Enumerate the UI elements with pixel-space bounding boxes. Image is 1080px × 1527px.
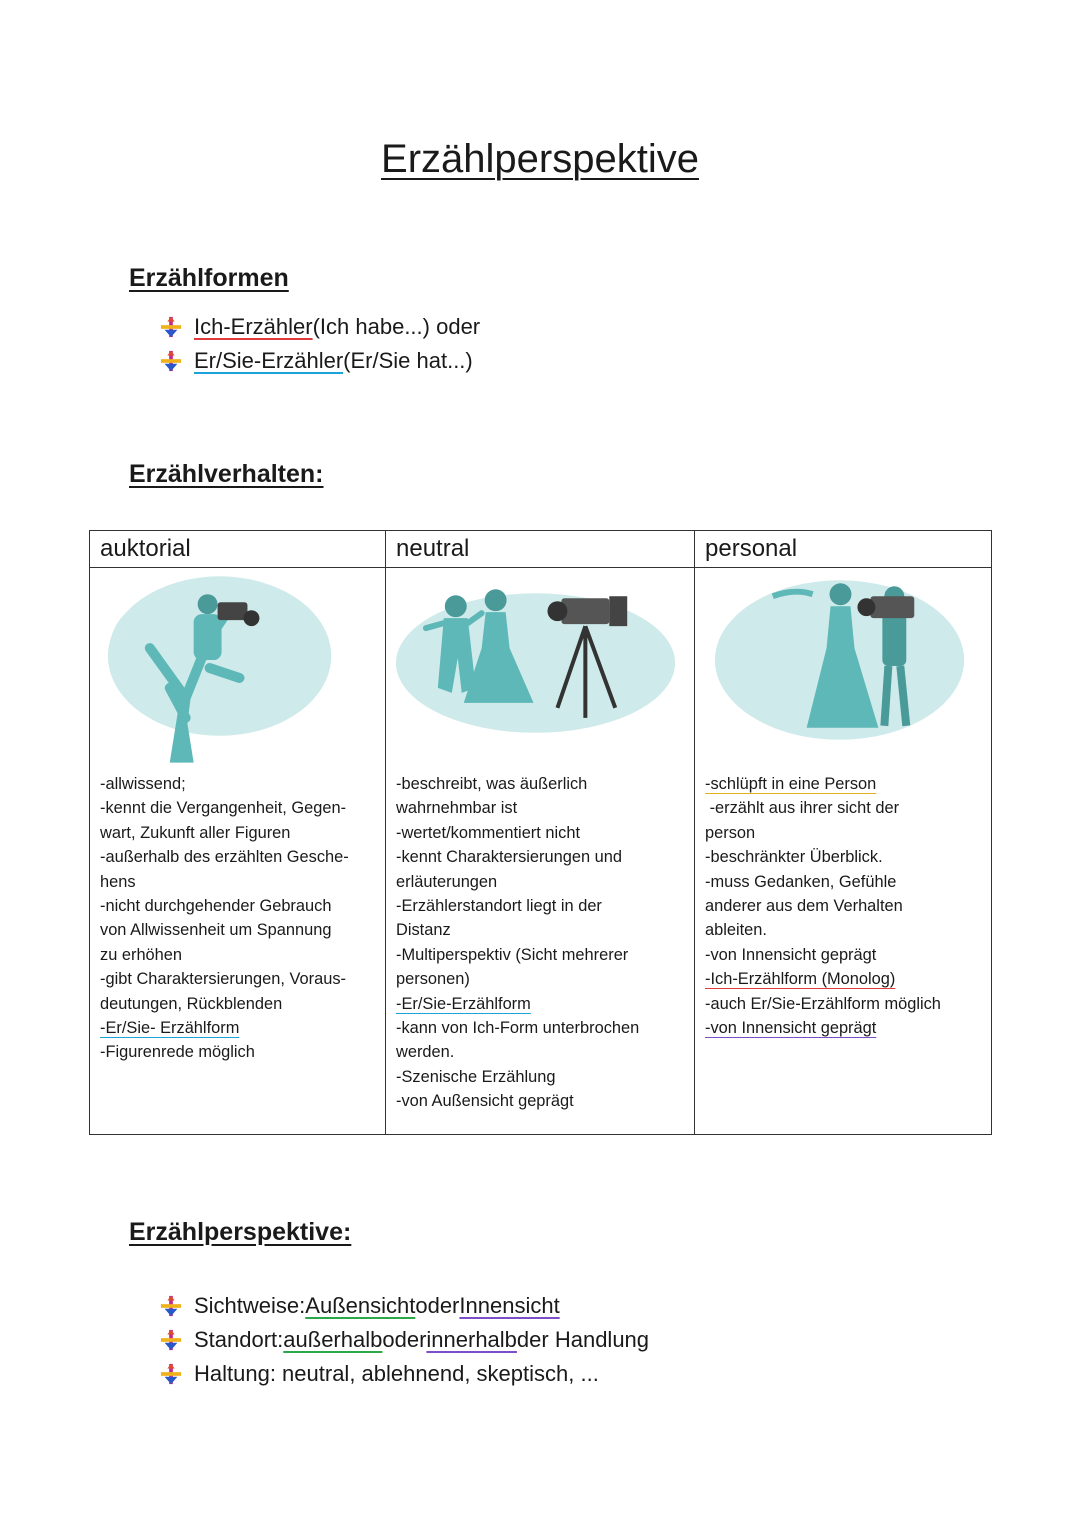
list-item: hens bbox=[100, 872, 136, 891]
item-label: Standort: bbox=[194, 1327, 284, 1352]
list-item: -kann von Ich-Form unterbrochen bbox=[396, 1019, 640, 1038]
list-item: -wertet/kommentiert nicht bbox=[396, 823, 580, 842]
list-item: -Szenische Erzählung bbox=[396, 1067, 556, 1086]
list-item: Distanz bbox=[396, 921, 451, 940]
term-rest: (Er/Sie hat...) bbox=[343, 348, 473, 373]
list-item: -kennt Charaktersierungen und bbox=[396, 848, 622, 867]
list-item: werden. bbox=[396, 1043, 455, 1062]
column-header-personal: personal bbox=[695, 531, 992, 568]
cameraman-close-illustration bbox=[695, 568, 991, 768]
list-item: -von Innensicht geprägt bbox=[705, 945, 877, 964]
list-item: -von Außensicht geprägt bbox=[396, 1092, 574, 1111]
list-item bbox=[160, 1323, 649, 1357]
description-list-neutral bbox=[386, 772, 694, 1114]
term-ich-erzaehler: Ich-Erzähler bbox=[194, 314, 313, 339]
list-item: -kennt die Vergangenheit, Gegen- bbox=[100, 799, 347, 818]
list-item: -beschränkter Überblick. bbox=[705, 848, 883, 867]
list-item: -Multiperspektiv (Sicht mehrerer bbox=[396, 945, 629, 964]
list-item: erläuterungen bbox=[396, 872, 498, 891]
list-item: wart, Zukunft aller Figuren bbox=[100, 823, 291, 842]
list-item: -auch Er/Sie-Erzählform möglich bbox=[705, 994, 941, 1013]
list-item: -nicht durchgehender Gebrauch bbox=[100, 897, 332, 916]
list-item bbox=[160, 344, 480, 378]
four-color-arrow-icon bbox=[160, 350, 182, 372]
cell-personal bbox=[695, 568, 992, 1135]
section-heading-perspektive: Erzählperspektive: bbox=[129, 1218, 352, 1246]
four-color-arrow-icon bbox=[160, 1363, 182, 1385]
list-item: -von Innensicht geprägt bbox=[705, 1019, 877, 1038]
four-color-arrow-icon bbox=[160, 316, 182, 338]
narrator-in-tree-illustration bbox=[90, 568, 385, 768]
list-item: -Ich-Erzählform (Monolog) bbox=[705, 970, 896, 989]
description-list-auktorial bbox=[90, 772, 385, 1065]
list-item: -beschreibt, was äußerlich bbox=[396, 775, 588, 793]
list-item: personen) bbox=[396, 970, 470, 989]
narrative-behaviour-table bbox=[89, 530, 992, 1135]
list-item: -schlüpft in eine Person bbox=[705, 775, 877, 793]
list-item: -Er/Sie-Erzählform bbox=[396, 994, 531, 1013]
item-label: Haltung: neutral, ablehnend, skeptisch, ... bbox=[194, 1361, 599, 1386]
term-aussensicht: Außensicht bbox=[305, 1293, 416, 1318]
list-item: person bbox=[705, 823, 756, 842]
list-item: -außerhalb des erzählten Gesche- bbox=[100, 848, 349, 867]
term-ausserhalb: außerhalb bbox=[283, 1327, 383, 1352]
list-item: -Er/Sie- Erzählform bbox=[100, 1019, 240, 1038]
list-item: anderer aus dem Verhalten bbox=[705, 897, 903, 916]
list-item: ableiten. bbox=[705, 921, 767, 940]
list-item bbox=[160, 310, 480, 344]
perspektive-list bbox=[160, 1289, 649, 1391]
list-item bbox=[160, 1357, 649, 1391]
term-innensicht: Innensicht bbox=[459, 1293, 560, 1318]
term-er-sie-erzaehler: Er/Sie-Erzähler bbox=[194, 348, 344, 373]
section-heading-verhalten: Erzählverhalten: bbox=[129, 460, 324, 488]
list-item: -gibt Charaktersierungen, Voraus- bbox=[100, 970, 346, 989]
cell-auktorial bbox=[90, 568, 386, 1135]
list-item: zu erhöhen bbox=[100, 945, 183, 964]
list-item bbox=[160, 1289, 649, 1323]
description-list-personal bbox=[695, 772, 991, 1040]
formen-list bbox=[160, 310, 480, 378]
list-item: -allwissend; bbox=[100, 775, 186, 793]
list-item: von Allwissenheit um Spannung bbox=[100, 921, 332, 940]
four-color-arrow-icon bbox=[160, 1295, 182, 1317]
column-header-auktorial: auktorial bbox=[90, 531, 386, 568]
column-header-neutral: neutral bbox=[386, 531, 695, 568]
four-color-arrow-icon bbox=[160, 1329, 182, 1351]
section-heading-formen: Erzählformen bbox=[129, 264, 289, 292]
list-item: -erzählt aus ihrer sicht der bbox=[705, 799, 900, 818]
list-item: -Erzählerstandort liegt in der bbox=[396, 897, 602, 916]
cell-neutral bbox=[386, 568, 695, 1135]
term-rest: (Ich habe...) oder bbox=[312, 314, 481, 339]
list-item: wahrnehmbar ist bbox=[396, 799, 518, 818]
list-item: -muss Gedanken, Gefühle bbox=[705, 872, 897, 891]
camera-on-tripod-illustration bbox=[386, 568, 694, 768]
list-item: -Figurenrede möglich bbox=[100, 1043, 255, 1062]
list-item: deutungen, Rückblenden bbox=[100, 994, 283, 1013]
item-end: der Handlung bbox=[516, 1327, 650, 1352]
item-label: Sichtweise: bbox=[194, 1293, 306, 1318]
term-innerhalb: innerhalb bbox=[426, 1327, 517, 1352]
page-title: Erzählperspektive bbox=[381, 137, 699, 181]
item-connector: oder bbox=[415, 1293, 460, 1318]
item-connector: oder bbox=[382, 1327, 427, 1352]
